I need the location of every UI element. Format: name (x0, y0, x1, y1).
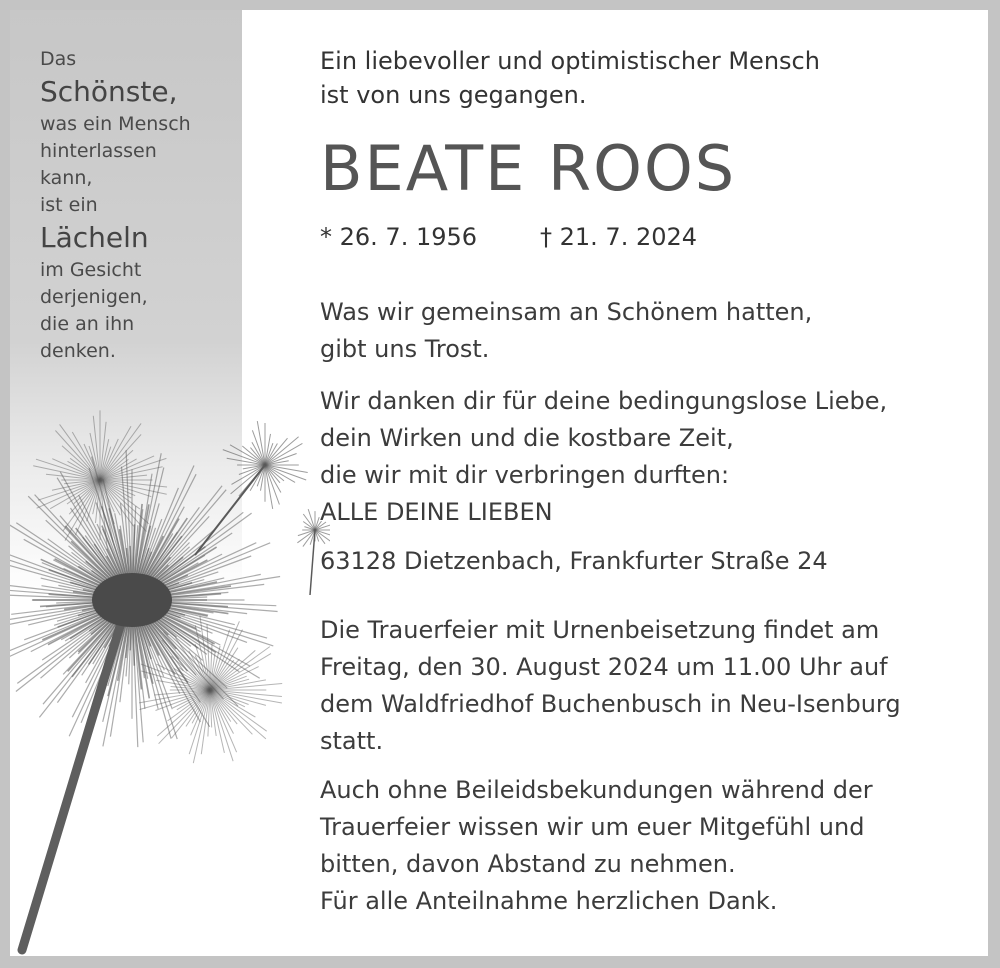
deceased-name: BEATE ROOS (320, 132, 737, 205)
paragraph-line: Trauerfeier wissen wir um euer Mitgefühl und (320, 813, 865, 841)
quote-emphasis-schoenste: Schönste, (40, 75, 178, 108)
quote-block (40, 46, 240, 365)
paragraph-line: Die Trauerfeier mit Urnenbeisetzung findet am (320, 616, 880, 644)
quote-line: hinterlassen (40, 140, 157, 162)
dandelion-icon (10, 390, 330, 956)
paragraph-line: Freitag, den 30. August 2024 um 11.00 Uhr auf (320, 653, 888, 681)
quote-line: im Gesicht (40, 259, 142, 281)
quote-line: was ein Mensch (40, 113, 191, 135)
quote-line: Das (40, 48, 77, 70)
intro-line: ist von uns gegangen. (320, 81, 587, 109)
ceremony-paragraph (320, 612, 927, 760)
paragraph-line: gibt uns Trost. (320, 335, 490, 363)
quote-line: ist ein (40, 194, 98, 216)
intro-text (320, 44, 920, 112)
quote-line: kann, (40, 167, 93, 189)
quote-line: denken. (40, 340, 116, 362)
trost-paragraph (320, 294, 812, 368)
paragraph-line: die wir mit dir verbringen durften: (320, 461, 730, 489)
death-date: † 21. 7. 2024 (540, 223, 698, 251)
paragraph-line: dem Waldfriedhof Buchenbusch in Neu-Isenburg (320, 690, 901, 718)
closing-paragraph (320, 772, 927, 920)
paragraph-line: statt. (320, 727, 384, 755)
life-dates (320, 220, 920, 254)
paragraph-line: bitten, davon Abstand zu nehmen. (320, 850, 736, 878)
paragraph-line: Für alle Anteilnahme herzlichen Dank. (320, 887, 778, 915)
signature: ALLE DEINE LIEBEN (320, 498, 553, 526)
address: 63128 Dietzenbach, Frankfurter Straße 24 (320, 547, 828, 575)
quote-line: derjenigen, (40, 286, 148, 308)
paragraph-line: Was wir gemeinsam an Schönem hatten, (320, 298, 813, 326)
paragraph-line: dein Wirken und die kostbare Zeit, (320, 424, 734, 452)
quote-line: die an ihn (40, 313, 135, 335)
birth-date: * 26. 7. 1956 (320, 223, 478, 251)
obituary-card (10, 10, 988, 956)
intro-line: Ein liebevoller und optimistischer Mensch (320, 47, 820, 75)
paragraph-line: Wir danken dir für deine bedingungslose Liebe, (320, 387, 888, 415)
paragraph-line: Auch ohne Beileidsbekundungen während der (320, 776, 873, 804)
thanks-paragraph (320, 383, 887, 531)
quote-emphasis-laecheln: Lächeln (40, 221, 149, 254)
